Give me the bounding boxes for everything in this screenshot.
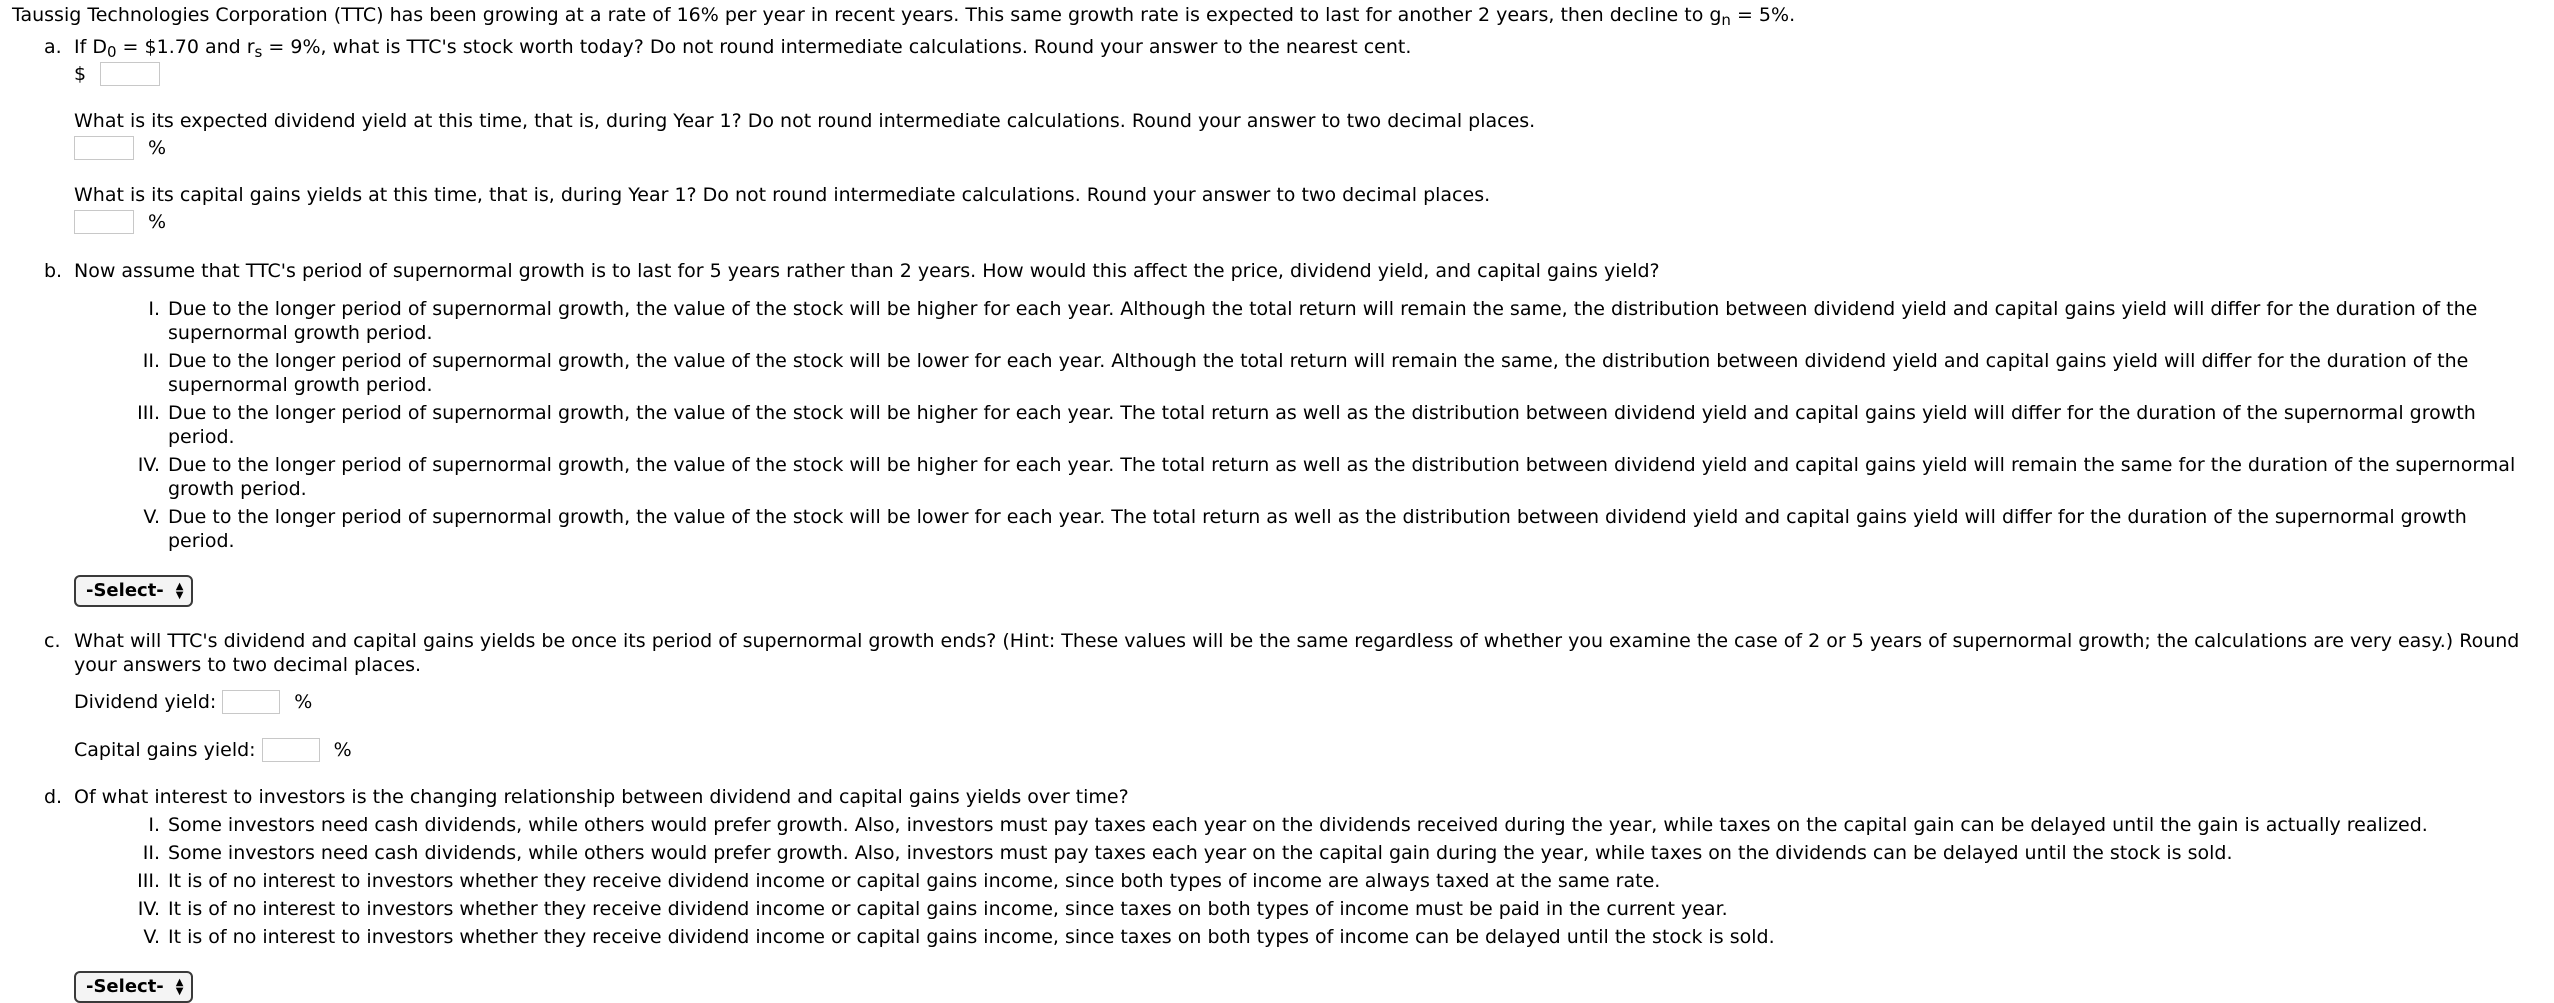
part-c <box>12 629 2542 765</box>
part-d-option <box>108 925 2530 949</box>
part-b-options <box>74 297 2530 553</box>
part-a-question-2: What is its expected dividend yield at this time, that is, during Year 1? Do not round intermediate calculations. Round your answer to two decimal places. <box>74 110 1536 132</box>
dividend-yield-input[interactable] <box>222 690 280 714</box>
dividend-yield-year1-row <box>74 133 2530 163</box>
option-number: II. <box>142 842 160 864</box>
option-text: Due to the longer period of supernormal growth, the value of the stock will be lower for each year. Although the total return will remain the same, the distribution between dividend yield and capital gains yield will differ for the duration of the supernormal growth period. <box>168 350 2469 396</box>
part-d-option <box>108 897 2530 921</box>
select-arrows-icon: ▲ ▼ <box>175 581 184 601</box>
capital-gains-yield-row <box>74 735 2530 765</box>
select-label: -Select- <box>86 580 164 601</box>
option-number: III. <box>137 402 160 424</box>
part-b-option <box>108 297 2530 345</box>
option-number: I. <box>148 298 160 320</box>
part-d-option <box>108 869 2530 893</box>
select-arrows-icon: ▲ ▼ <box>175 977 184 997</box>
option-number: II. <box>142 350 160 372</box>
capital-gains-year1-row <box>74 207 2530 237</box>
part-d-question: Of what interest to investors is the changing relationship between dividend and capital gains yields over time? <box>74 786 1129 808</box>
option-text: Due to the longer period of supernormal growth, the value of the stock will be higher for each year. The total return as well as the distribution between dividend yield and capital gains yield will remain the same for the duration of the supernormal growth period. <box>168 454 2516 500</box>
option-number: V. <box>143 926 160 948</box>
option-text: Due to the longer period of supernormal growth, the value of the stock will be higher for each year. The total return as well as the distribution between dividend yield and capital gains yield will differ for the duration of the supernormal growth period. <box>168 402 2476 448</box>
part-b <box>12 259 2542 607</box>
option-number: I. <box>148 814 160 836</box>
capital-gains-year1-input[interactable] <box>74 210 134 234</box>
part-d <box>12 785 2542 1003</box>
part-b-option <box>108 401 2530 449</box>
option-number: V. <box>143 506 160 528</box>
q1-text-2: = $1.70 and r <box>116 36 255 58</box>
intro-text: Taussig Technologies Corporation (TTC) has been growing at a rate of 16% per year in recent years. This same growth rate is expected to last for another 2 years, then decline to g <box>12 4 1722 26</box>
part-a-question-1 <box>74 35 2530 59</box>
option-number: IV. <box>137 898 160 920</box>
part-b-question: Now assume that TTC's period of supernormal growth is to last for 5 years rather than 2 years. How would this affect the price, dividend yield, and capital gains yield? <box>74 260 1660 282</box>
part-b-option <box>108 349 2530 397</box>
stock-value-input[interactable] <box>100 62 160 86</box>
option-text: It is of no interest to investors whether they receive dividend income or capital gains income, since taxes on both types of income must be paid in the current year. <box>168 898 1728 920</box>
option-text: Due to the longer period of supernormal growth, the value of the stock will be lower for each year. The total return as well as the distribution between dividend yield and capital gains yield will differ for the duration of the supernormal growth period. <box>168 506 2467 552</box>
part-d-options <box>74 813 2530 949</box>
part-c-question: What will TTC's dividend and capital gains yields be once its period of supernormal growth ends? (Hint: These values will be the same regardless of whether you examine the case of 2 or 5 years of supernormal growth; the calculations are very easy.) Round your answers to two decimal places. <box>74 630 2520 676</box>
part-a-question-3: What is its capital gains yields at this time, that is, during Year 1? Do not round intermediate calculations. Round your answer to two decimal places. <box>74 184 1491 206</box>
dollar-sign: $ <box>74 63 87 85</box>
part-c-letter: c. <box>44 630 61 652</box>
percent-sign: % <box>294 691 313 713</box>
option-text: It is of no interest to investors whether they receive dividend income or capital gains income, since taxes on both types of income can be delayed until the stock is sold. <box>168 926 1775 948</box>
dividend-yield-row <box>74 687 2530 717</box>
intro-subscript: n <box>1721 11 1731 29</box>
percent-sign: % <box>148 211 167 233</box>
part-b-letter: b. <box>44 260 63 282</box>
option-text: Some investors need cash dividends, while others would prefer growth. Also, investors must pay taxes each year on the capital gain during the year, while taxes on the dividends can be delayed until the stock is sold. <box>168 842 2233 864</box>
part-b-option <box>108 453 2530 501</box>
part-d-option <box>108 841 2530 865</box>
problem-intro <box>12 3 2542 27</box>
q1-subscript-1: 0 <box>106 43 117 61</box>
part-b-option <box>108 505 2530 553</box>
option-number: IV. <box>137 454 160 476</box>
option-text: Due to the longer period of supernormal growth, the value of the stock will be higher for each year. Although the total return will remain the same, the distribution between dividend yield and capital gains yield will differ for the duration of the supernormal growth period. <box>168 298 2478 344</box>
part-a-letter: a. <box>44 36 62 58</box>
part-d-option <box>108 813 2530 837</box>
part-b-select[interactable] <box>74 575 193 607</box>
dividend-yield-label: Dividend yield: <box>74 691 217 713</box>
capital-gains-yield-label: Capital gains yield: <box>74 739 256 761</box>
intro-text-end: = 5%. <box>1730 4 1796 26</box>
option-text: Some investors need cash dividends, while others would prefer growth. Also, investors must pay taxes each year on the dividends received during the year, while taxes on the capital gain can be delayed until the gain is actually realized. <box>168 814 2428 836</box>
capital-gains-yield-input[interactable] <box>262 738 320 762</box>
dividend-yield-year1-input[interactable] <box>74 136 134 160</box>
percent-sign: % <box>333 739 352 761</box>
option-text: It is of no interest to investors whether they receive dividend income or capital gains income, since both types of income are always taxed at the same rate. <box>168 870 1661 892</box>
part-d-letter: d. <box>44 786 63 808</box>
q1-text-3: = 9%, what is TTC's stock worth today? Do not round intermediate calculations. Round your answer to the nearest cent. <box>262 36 1412 58</box>
stock-value-answer-row <box>74 59 2530 89</box>
part-a <box>12 35 2542 237</box>
percent-sign: % <box>148 137 167 159</box>
part-d-select[interactable] <box>74 971 193 1003</box>
option-number: III. <box>137 870 160 892</box>
q1-text-1: If D <box>74 36 107 58</box>
q1-subscript-2: s <box>254 43 263 61</box>
select-label: -Select- <box>86 976 164 997</box>
